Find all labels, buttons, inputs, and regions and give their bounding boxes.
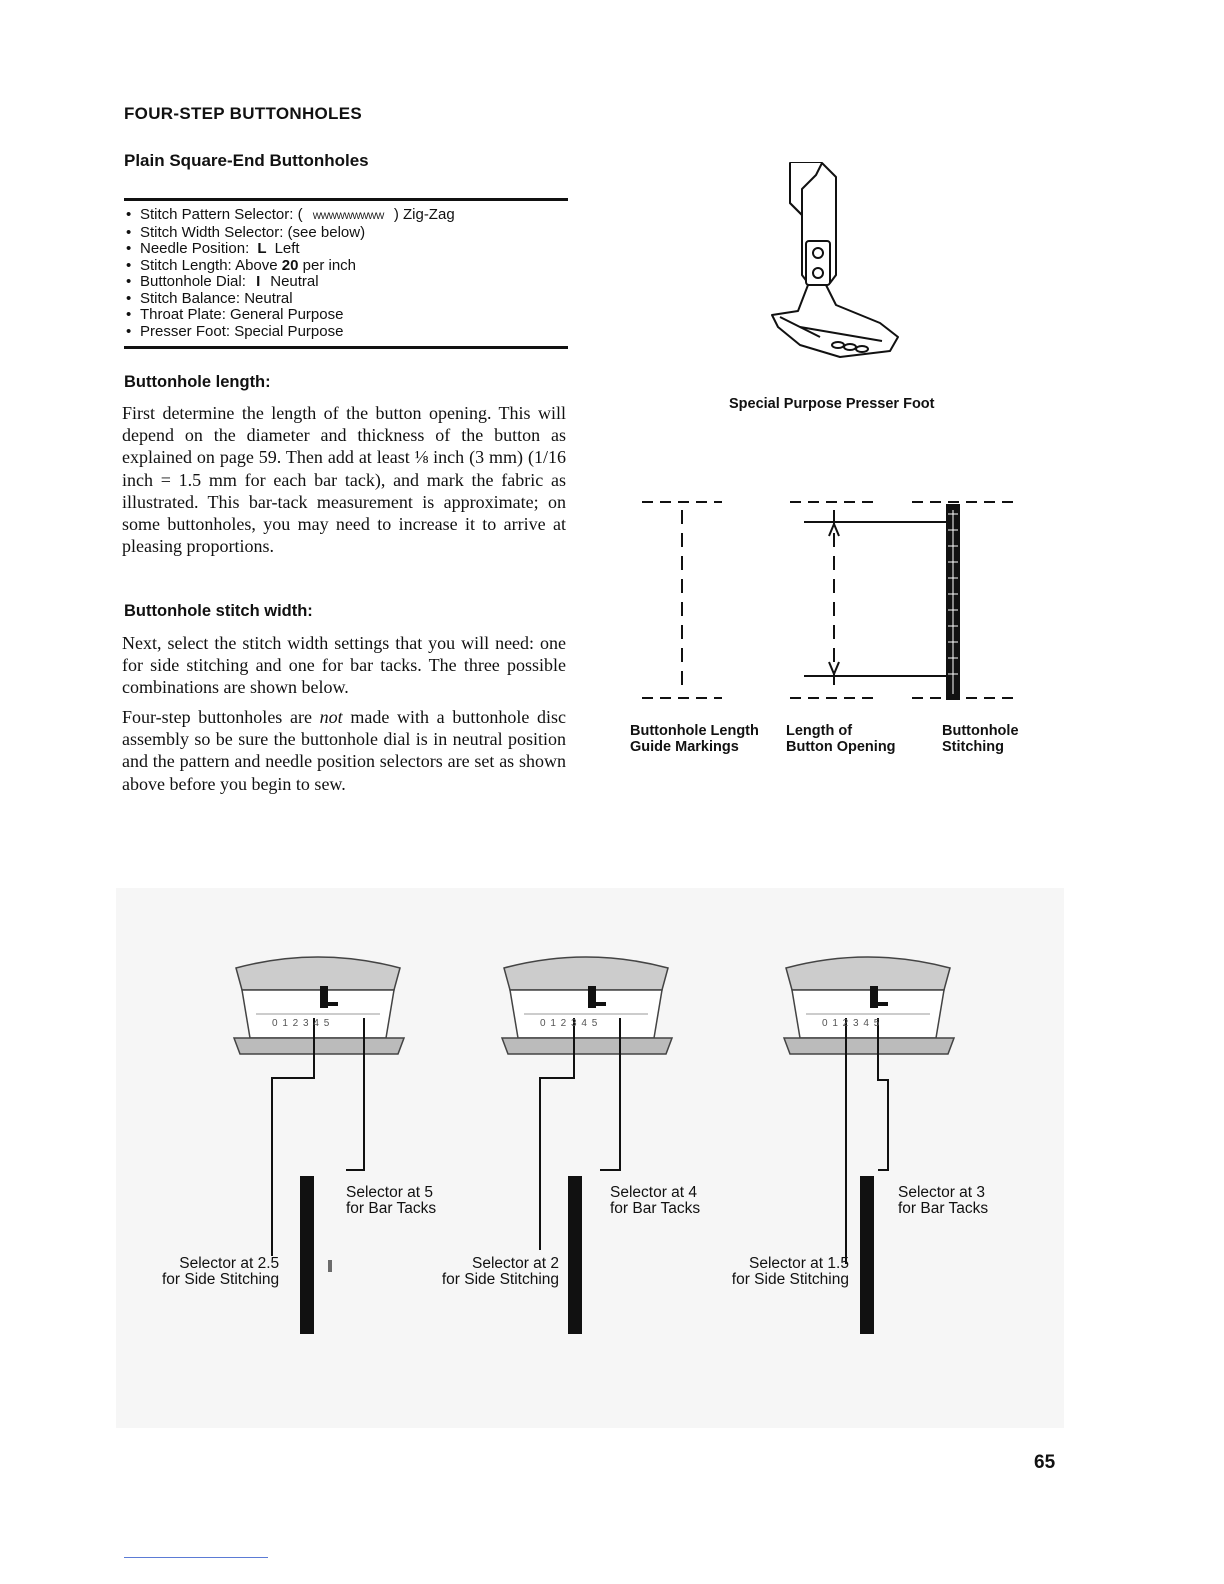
length-paragraph: First determine the length of the button opening. This will depend on the diameter and thickness of the button as explained on page 59. Then add at least ⅛ inch (3 mm) (1/16 inch = 1.5 mm for each bar tack), and mark the fabric as illustrated. This bar-tack measurement is approximate; on some buttonholes, you may need to increase it to arrive at pleasing proportions. <box>122 403 566 557</box>
dial-1-bar-label: Selector at 5 for Bar Tacks <box>346 1184 437 1217</box>
list-item: • Needle Position: L Left <box>124 241 455 258</box>
page-title: FOUR-STEP BUTTONHOLES <box>124 104 363 123</box>
length-heading: Buttonhole length: <box>124 373 271 391</box>
list-item: • Stitch Width Selector: (see below) <box>124 225 455 242</box>
dial-3-bar-label: Selector at 3 for Bar Tacks <box>898 1184 989 1217</box>
list-item: • Buttonhole Dial: I Neutral <box>124 274 455 291</box>
zigzag-glyph: WWWWWWWWW <box>312 211 384 221</box>
list-item: • Stitch Balance: Neutral <box>124 291 455 308</box>
needle-left-glyph: L <box>257 240 267 257</box>
list-item: • Throat Plate: General Purpose <box>124 307 455 324</box>
divider-bottom <box>124 346 568 349</box>
caption-button-opening: Length of Button Opening <box>786 723 896 755</box>
dial-1-scale: 0 1 2 3 4 5 <box>272 1018 331 1029</box>
settings-list <box>124 207 455 340</box>
divider-top <box>124 198 568 201</box>
width-paragraph-1: Next, select the stitch width settings that you will need: one for side stitching and one for bar tacks. The three possible combinations are shown below. <box>122 633 566 698</box>
width-heading: Buttonhole stitch width: <box>124 602 313 620</box>
dial-2-side-label: Selector at 2 for Side Stitching <box>441 1255 560 1288</box>
dial-3-scale: 0 1 2 3 4 5 <box>822 1018 881 1029</box>
section-subtitle: Plain Square-End Buttonholes <box>124 151 369 170</box>
caption-buttonhole-stitching: Buttonhole Stitching <box>942 723 1019 755</box>
dial-1-side-label: Selector at 2.5 for Side Stitching <box>162 1255 280 1288</box>
list-item: • Stitch Length: Above 20 per inch <box>124 258 455 275</box>
width-paragraph-2: Four-step buttonholes are not made with a buttonhole disc assembly so be sure the buttonhole dial is in neutral position and the pattern and needle position selectors are set as shown above before you begin to sew. <box>122 707 566 794</box>
list-item: • Stitch Pattern Selector: ( WWWWWWWWW ) Zig-Zag <box>124 207 455 225</box>
presser-foot-illustration <box>760 155 920 365</box>
dial-neutral-glyph: I <box>256 273 261 290</box>
dial-3-side-label: Selector at 1.5 for Side Stitching <box>731 1255 849 1288</box>
page-number: 65 <box>1034 1452 1056 1473</box>
presser-foot-caption: Special Purpose Presser Foot <box>729 396 935 412</box>
caption-guide-markings: Buttonhole Length Guide Markings <box>630 723 759 755</box>
dial-2-scale: 0 1 2 3 4 5 <box>540 1018 599 1029</box>
buttonhole-markings-diagram <box>630 490 1030 716</box>
list-item: • Presser Foot: Special Purpose <box>124 324 455 341</box>
dial-2-bar-label: Selector at 4 for Bar Tacks <box>610 1184 701 1217</box>
footer-line <box>124 1557 268 1558</box>
